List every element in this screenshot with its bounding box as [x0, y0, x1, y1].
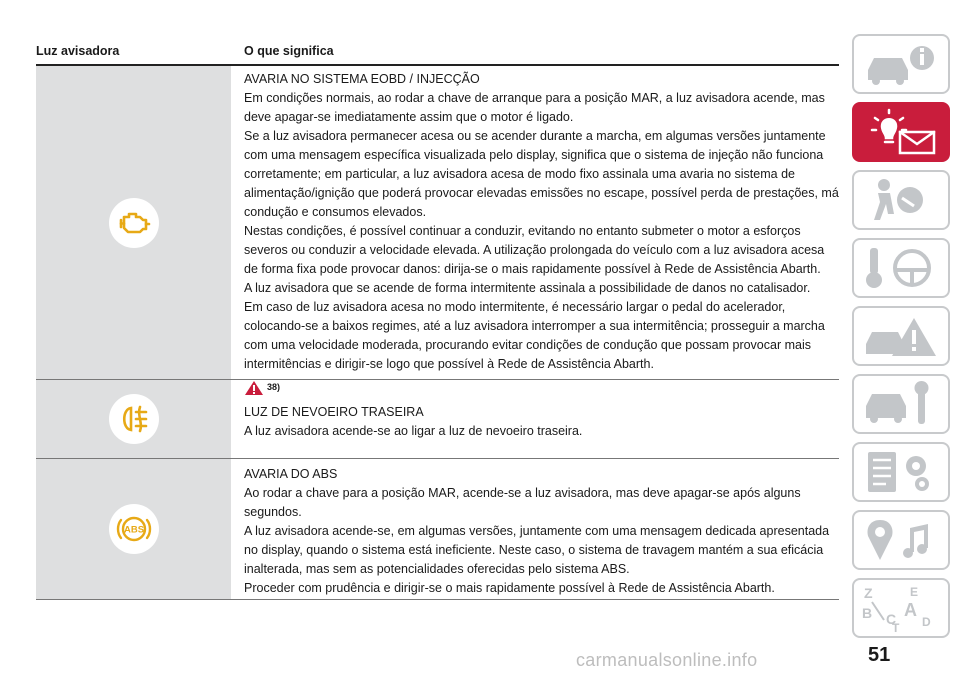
icon-cell [36, 66, 231, 379]
table-row-rear-fog [36, 380, 839, 459]
rear-fog-light-icon [114, 399, 154, 439]
description-cell [244, 459, 839, 598]
lamp-rear-fog [109, 394, 159, 444]
tab-multimedia[interactable] [852, 510, 950, 570]
paragraph: Em condições normais, ao rodar a chave de arranque para a posição MAR, a luz avisadora acende, mas deve apagar-se imediatamente assim que o motor é ligado. [244, 91, 825, 124]
icon-cell [36, 380, 231, 458]
index-letter: A [904, 600, 917, 620]
tab-starting-driving[interactable] [852, 238, 950, 298]
index-letter: C [886, 611, 897, 627]
paragraph: Ao rodar a chave para a posição MAR, acende-se a luz avisadora, mas deve apagar-se após alguns segundos. [244, 486, 801, 519]
index-letter: D [922, 615, 931, 629]
table-row-abs [36, 459, 839, 600]
lamp-abs [109, 504, 159, 554]
tab-index[interactable] [852, 578, 950, 638]
abs-icon [114, 509, 154, 549]
tab-warning-lights[interactable] [852, 102, 950, 162]
paragraph: Proceder com prudência e dirigir-se o mais rapidamente possível à Rede de Assistência Abarth. [244, 581, 775, 595]
paragraph: A luz avisadora que se acende de forma intermitente assinala a possibilidade de danos no catalisador. [244, 281, 811, 295]
paragraph: A luz avisadora acende-se ao ligar a luz de nevoeiro traseira. [244, 424, 583, 438]
tab-technical-data[interactable] [852, 442, 950, 502]
index-letter: B [862, 605, 873, 621]
tab-safety[interactable] [852, 170, 950, 230]
abs-label: ABS [123, 524, 144, 536]
paragraph: Nestas condições, é possível continuar a conduzir, evitando no entanto submeter o motor a esforços severos ou conduzir a velocidade elevada. A utilização prolongada do veículo com a luz avisadora acesa de forma fixa pode provocar danos: dirija-se o mais rapidamente possível à Rede de Assistência Abarth. [244, 224, 825, 276]
index-letter: Z [864, 585, 873, 601]
car-info-icon [858, 40, 944, 88]
warning-ref-number: 38) [267, 382, 281, 392]
index-icon [858, 584, 944, 632]
safety-airbag-icon [858, 176, 944, 224]
row-title: LUZ DE NEVOEIRO TRASEIRA [244, 405, 424, 419]
page-number: 51 [868, 644, 891, 666]
icon-cell [36, 459, 231, 599]
index-letter: T [892, 621, 900, 632]
engine-check-icon [114, 203, 154, 243]
table-row-eobd [36, 66, 839, 392]
paragraph: A luz avisadora acende-se, em algumas versões, juntamente com uma mensagem dedicada apresentada no display, quando o sistema está ineficiente. Neste caso, o sistema de travagem mantém a sua eficácia inalterada, mas sem as potencialidades oferecidas pelo sistema ABS. [244, 524, 830, 576]
multimedia-icon [858, 516, 944, 564]
warning-lights-messages-icon [858, 108, 944, 156]
technical-data-icon [858, 448, 944, 496]
paragraph: Em caso de luz avisadora acesa no modo intermitente, é necessário largar o pedal do acelerador, colocando-se a baixos regimes, até a luz avisadora interromper a sua intermitência; prosseguir a marcha com uma velocidade moderada, procurando evitar condições de condução que possam provocar mais intermitências e dirigir-se logo que possível à Rede de Assistência Abarth. [244, 300, 825, 371]
index-letter: E [910, 585, 919, 599]
lamp-eobd [109, 198, 159, 248]
emergency-icon [858, 312, 944, 360]
row-title: AVARIA NO SISTEMA EOBD / INJECÇÃO [244, 72, 480, 86]
watermark: carmanualsonline.info [576, 650, 758, 670]
row-title: AVARIA DO ABS [244, 467, 338, 481]
description-cell [244, 380, 839, 441]
starting-driving-icon [858, 244, 944, 292]
column-header-lamp: Luz avisadora [36, 44, 120, 58]
tab-emergency[interactable] [852, 306, 950, 366]
paragraph: Se a luz avisadora permanecer acesa ou se acender durante a marcha, em algumas versões juntamente com uma mensagem específica visualizada pelo display, significa que o sistema de injeção não funciona corretamente; em particular, a luz avisadora acesa de modo fixo assinala uma avaria no sistema de alimentação/ignição que poderá provocar elevadas emissões no escape, possível perda de prestações, má condução e consumos elevados. [244, 129, 839, 219]
tab-car-info[interactable] [852, 34, 950, 94]
tab-maintenance[interactable] [852, 374, 950, 434]
column-header-meaning: O que significa [244, 44, 334, 58]
description-cell [244, 66, 839, 397]
maintenance-icon [858, 380, 944, 428]
